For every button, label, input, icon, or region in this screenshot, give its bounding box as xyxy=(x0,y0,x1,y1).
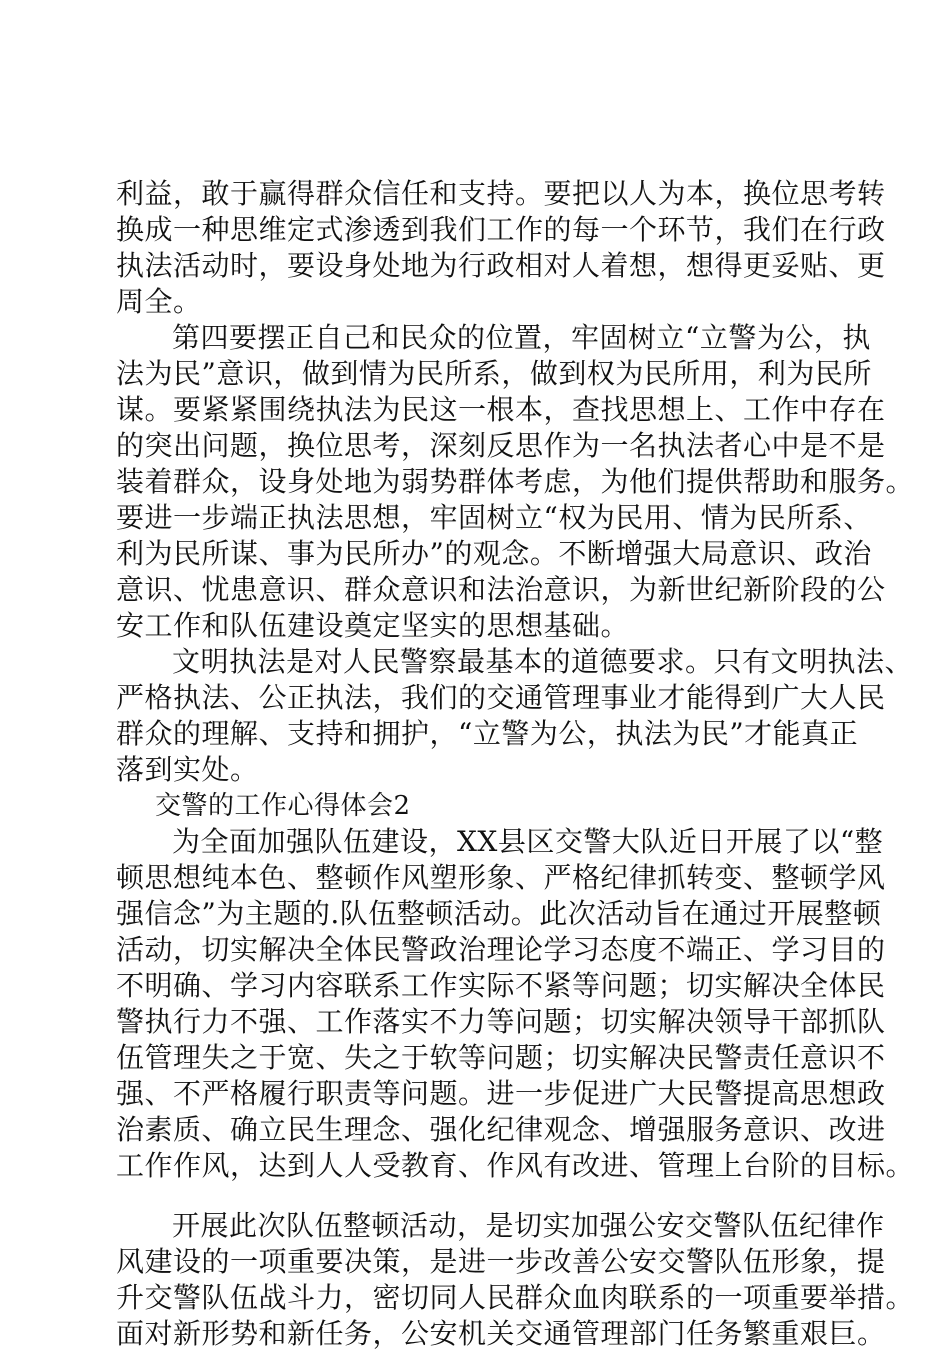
text-line: 伍管理失之于宽、失之于软等问题；切实解决民警责任意识不 xyxy=(116,1041,886,1074)
text-line: 警执行力不强、工作落实不力等问题；切实解决领导干部抓队 xyxy=(116,1005,886,1038)
text-line: 强信念”为主题的.队伍整顿活动。此次活动旨在通过开展整顿 xyxy=(116,897,882,930)
text-line: 风建设的一项重要决策，是进一步改善公安交警队伍形象，提 xyxy=(116,1245,886,1278)
text-line: 活动，切实解决全体民警政治理论学习态度不端正、学习目的 xyxy=(116,933,886,966)
text-line: 为全面加强队伍建设，XX县区交警大队近日开展了以“整 xyxy=(172,825,884,858)
text-line: 利益，敢于赢得群众信任和支持。要把以人为本，换位思考转 xyxy=(116,177,886,210)
text-line: 法为民”意识，做到情为民所系，做到权为民所用，利为民所 xyxy=(116,357,872,390)
text-line: 文明执法是对人民警察最基本的道德要求。只有文明执法、 xyxy=(172,645,914,678)
text-line: 利为民所谋、事为民所办”的观念。不断增强大局意识、政治 xyxy=(116,537,872,570)
text-line: 执法活动时，要设身处地为行政相对人着想，想得更妥贴、更 xyxy=(116,249,886,282)
text-line: 面对新形势和新任务，公安机关交通管理部门任务繁重艰巨。 xyxy=(116,1317,886,1350)
text-line: 意识、忧患意识、群众意识和法治意识，为新世纪新阶段的公 xyxy=(116,573,886,606)
text-line: 不明确、学习内容联系工作实际不紧等问题；切实解决全体民 xyxy=(116,969,886,1002)
text-line: 治素质、确立民生理念、强化纪律观念、增强服务意识、改进 xyxy=(116,1113,886,1146)
text-line: 周全。 xyxy=(116,285,202,318)
text-line: 顿思想纯本色、整顿作风塑形象、严格纪律抓转变、整顿学风 xyxy=(116,861,886,894)
text-line: 开展此次队伍整顿活动，是切实加强公安交警队伍纪律作 xyxy=(172,1209,885,1242)
text-line: 换成一种思维定式渗透到我们工作的每一个环节，我们在行政 xyxy=(116,213,886,246)
section-heading: 交警的工作心得体会2 xyxy=(155,791,411,821)
text-line: 强、不严格履行职责等问题。进一步促进广大民警提高思想政 xyxy=(116,1077,886,1110)
text-line: 工作作风，达到人人受教育、作风有改进、管理上台阶的目标。 xyxy=(116,1149,915,1182)
text-line: 的突出问题，换位思考，深刻反思作为一名执法者心中是不是 xyxy=(116,429,886,462)
text-line: 第四要摆正自己和民众的位置，牢固树立“立警为公，执 xyxy=(172,321,871,354)
text-line: 落到实处。 xyxy=(116,753,259,786)
text-line: 严格执法、公正执法，我们的交通管理事业才能得到广大人民 xyxy=(116,681,886,714)
text-line: 谋。要紧紧围绕执法为民这一根本，查找思想上、工作中存在 xyxy=(116,393,886,426)
text-line: 升交警队伍战斗力，密切同人民群众血肉联系的一项重要举措。 xyxy=(116,1281,915,1314)
text-line: 要进一步端正执法思想，牢固树立“权为民用、情为民所系、 xyxy=(116,501,872,534)
text-line: 安工作和队伍建设奠定坚实的思想基础。 xyxy=(116,609,630,642)
text-line: 群众的理解、支持和拥护，“立警为公，执法为民”才能真正 xyxy=(116,717,859,750)
text-line: 装着群众，设身处地为弱势群体考虑，为他们提供帮助和服务。 xyxy=(116,465,915,498)
